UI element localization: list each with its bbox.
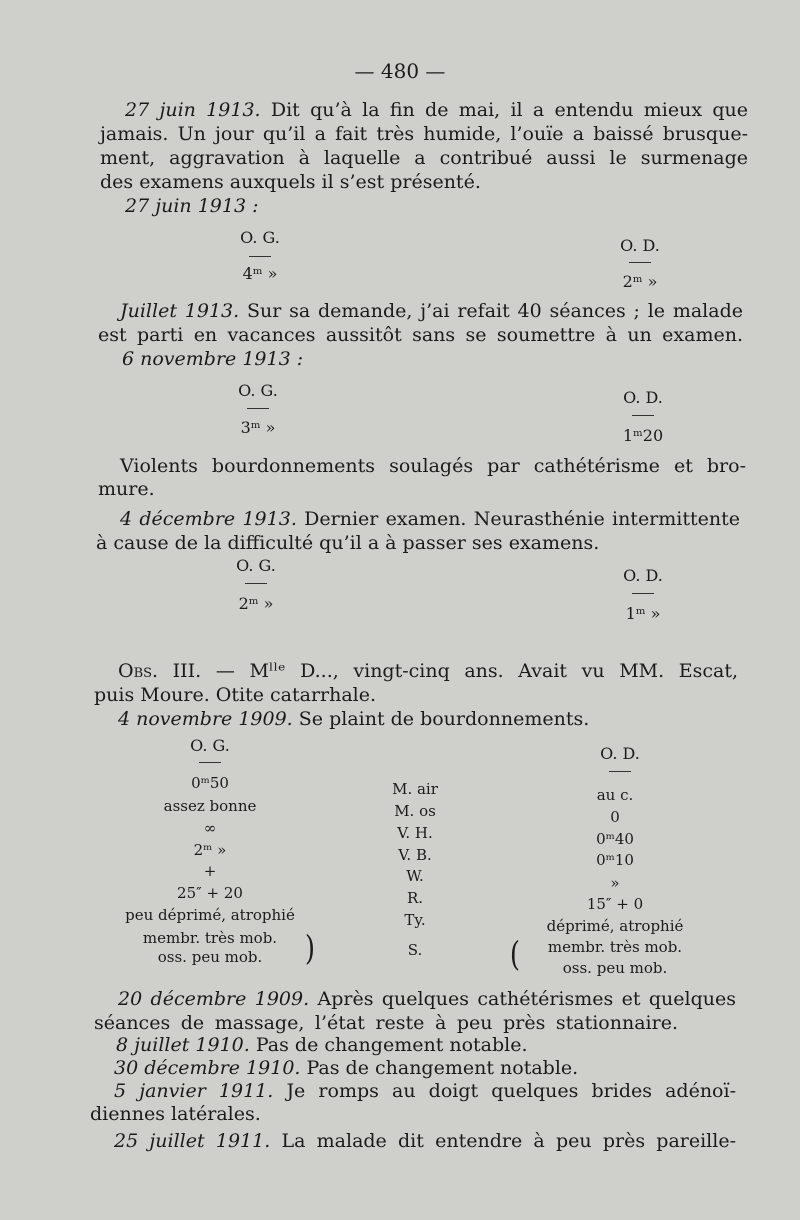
divider xyxy=(247,408,269,409)
test-label: Ty. xyxy=(404,911,426,929)
od-cell: » xyxy=(610,874,620,892)
og-cell: assez bonne xyxy=(163,797,257,815)
og-header: O. G. xyxy=(240,228,280,247)
right-brace: ) xyxy=(304,929,316,969)
divider xyxy=(632,415,654,416)
paragraph-line xyxy=(114,1130,736,1153)
og-cell: 0ᵐ50 xyxy=(191,774,229,792)
od-value: 1ᵐ » xyxy=(625,604,661,623)
paragraph-line: ment, aggravation à laquelle a contribué aussi le surmenage xyxy=(100,147,748,169)
paragraph-line xyxy=(114,1057,578,1080)
og-cell: 2ᵐ » xyxy=(193,841,227,859)
entry-date: 27 juin 1913. xyxy=(125,99,261,121)
paragraph-line xyxy=(125,99,748,122)
od-value: 1ᵐ20 xyxy=(622,426,664,445)
og-cell: 25″ + 20 xyxy=(177,884,243,902)
exam-date xyxy=(125,195,259,218)
paragraph-text: — Mˡˡᵉ D..., vingt-cinq ans. Avait vu MM. Escat, xyxy=(215,660,739,682)
test-label: W. xyxy=(406,867,424,885)
od-header: O. D. xyxy=(620,236,660,255)
od-value: 2ᵐ » xyxy=(622,272,658,291)
entry-date: Juillet 1913. xyxy=(120,300,240,322)
test-label: R. xyxy=(406,889,424,907)
paragraph-text: Sur sa demande, j’ai refait 40 séances ; le malade xyxy=(246,300,743,322)
paragraph-text: Après quelques cathétérismes et quelques xyxy=(317,988,737,1010)
paragraph-line xyxy=(118,988,736,1011)
exam-date-text: 27 juin 1913 : xyxy=(125,195,259,217)
od-cell: membr. très mob. xyxy=(547,938,683,956)
paragraph-text: Pas de changement notable. xyxy=(255,1034,528,1056)
od-cell: 0 xyxy=(610,808,620,826)
divider xyxy=(609,771,631,772)
og-cell: membr. très mob. xyxy=(142,929,278,947)
og-value: 2ᵐ » xyxy=(238,594,274,613)
paragraph-text: La malade dit entendre à peu près pareille- xyxy=(281,1130,737,1152)
paragraph-line xyxy=(118,708,589,731)
paragraph-line: est parti en vacances aussitôt sans se soumettre à un examen. xyxy=(98,324,743,346)
og-value: 4ᵐ » xyxy=(242,264,278,283)
page-number: — 480 — xyxy=(354,59,446,83)
od-header: O. D. xyxy=(623,388,663,407)
entry-date: 8 juillet 1910. xyxy=(116,1034,250,1056)
table-od-header: O. D. xyxy=(600,744,640,763)
paragraph-line xyxy=(116,1034,528,1057)
divider xyxy=(629,262,651,263)
test-label: S. xyxy=(407,941,423,959)
paragraph-line xyxy=(114,1080,736,1103)
observation-label: Obs. III. xyxy=(118,660,202,682)
og-cell: peu déprimé, atrophié xyxy=(125,906,295,924)
od-header: O. D. xyxy=(623,566,663,585)
paragraph-line: diennes latérales. xyxy=(90,1103,261,1125)
test-label: V. H. xyxy=(397,824,433,842)
paragraph-line xyxy=(118,660,738,683)
og-header: O. G. xyxy=(236,556,276,575)
paragraph-text: Je romps au doigt quelques brides adénoï- xyxy=(286,1080,736,1102)
od-cell: au c. xyxy=(596,786,634,804)
od-cell: 0ᵐ40 xyxy=(596,830,634,848)
og-cell: oss. peu mob. xyxy=(157,948,263,966)
paragraph-line: des examens auxquels il s’est présenté. xyxy=(100,171,481,193)
paragraph-line xyxy=(120,508,740,531)
left-brace: ( xyxy=(509,935,521,975)
entry-date: 4 décembre 1913. xyxy=(120,508,297,530)
og-cell: + xyxy=(203,862,217,880)
entry-date: 25 juillet 1911. xyxy=(114,1130,271,1152)
paragraph-line: mure. xyxy=(98,478,155,500)
og-header: O. G. xyxy=(238,381,278,400)
od-cell: oss. peu mob. xyxy=(562,959,668,977)
exam-date xyxy=(122,348,303,371)
paragraph-text: Dernier examen. Neurasthénie intermittente xyxy=(304,508,740,530)
paragraph-line: séances de massage, l’état reste à peu près stationnaire. xyxy=(94,1012,678,1034)
exam-date-text: 6 novembre 1913 : xyxy=(122,348,304,370)
divider xyxy=(249,256,271,257)
og-value: 3ᵐ » xyxy=(240,418,276,437)
test-label: M. air xyxy=(392,780,438,798)
paragraph-line: à cause de la difficulté qu’il a à passer ses examens. xyxy=(96,532,600,554)
od-cell: déprimé, atrophié xyxy=(546,917,684,935)
og-cell: ∞ xyxy=(203,819,217,837)
paragraph-text: Se plaint de bourdonnements. xyxy=(298,708,590,730)
paragraph-line: puis Moure. Otite catarrhale. xyxy=(94,684,377,706)
entry-date: 4 novembre 1909. xyxy=(118,708,293,730)
table-og-header: O. G. xyxy=(190,736,230,755)
test-label: M. os xyxy=(394,802,436,820)
paragraph-text: Pas de changement notable. xyxy=(306,1057,579,1079)
divider xyxy=(199,762,221,763)
entry-date: 30 décembre 1910. xyxy=(114,1057,301,1079)
test-label: V. B. xyxy=(398,846,432,864)
paragraph-line: Violents bourdonnements soulagés par cathétérisme et bro- xyxy=(120,455,746,477)
paragraph-line xyxy=(120,300,743,323)
paragraph-line: jamais. Un jour qu’il a fait très humide, l’ouïe a baissé brusque- xyxy=(100,123,748,145)
paragraph-text: Dit qu’à la fin de mai, il a entendu mieux que xyxy=(270,99,749,121)
divider xyxy=(245,583,267,584)
od-cell: 15″ + 0 xyxy=(586,895,644,913)
divider xyxy=(632,593,654,594)
entry-date: 5 janvier 1911. xyxy=(114,1080,274,1102)
od-cell: 0ᵐ10 xyxy=(596,851,634,869)
entry-date: 20 décembre 1909. xyxy=(118,988,310,1010)
